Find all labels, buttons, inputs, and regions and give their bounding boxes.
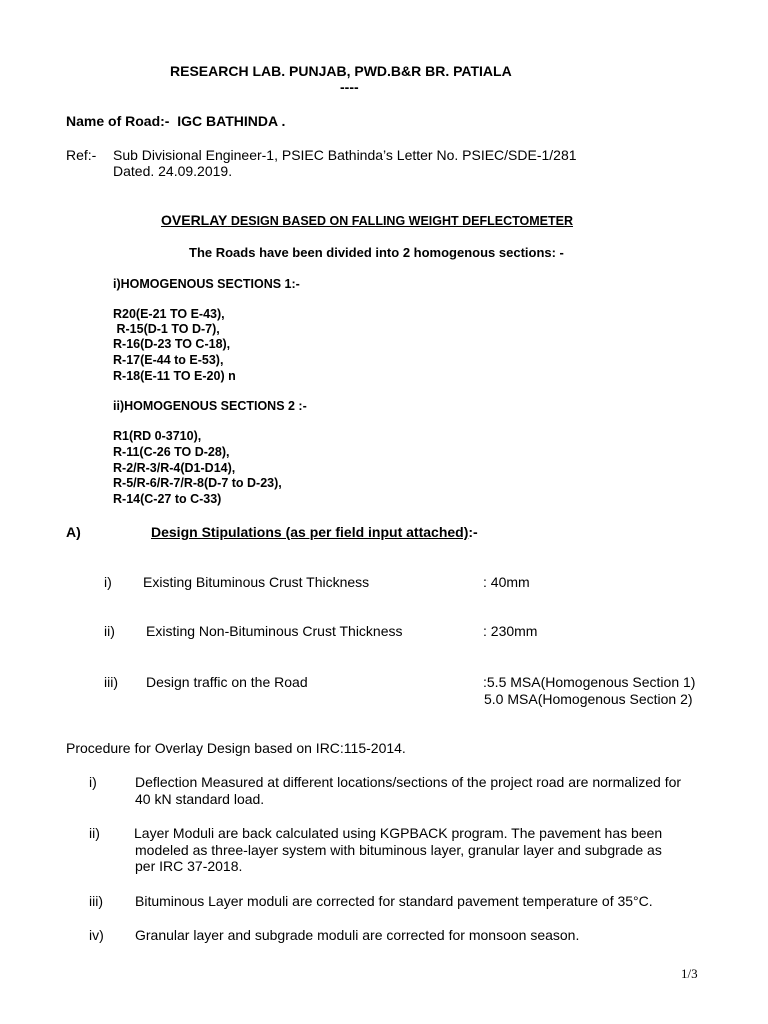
section-2-item: R-2/R-3/R-4(D1-D14),	[113, 461, 236, 475]
section-2-item: R-11(C-26 TO D-28),	[113, 445, 230, 459]
procedure-step-num: i)	[89, 774, 97, 790]
procedure-step-line: Bituminous Layer moduli are corrected for standard pavement temperature of 35°C.	[135, 893, 653, 909]
overlay-title-rest: DESIGN BASED ON FALLING WEIGHT DEFLECTOMETER	[227, 214, 574, 228]
section-2-item: R-14(C-27 to C-33)	[113, 492, 222, 506]
road-name-line	[66, 113, 285, 129]
design-row-value-2: 5.0 MSA(Homogenous Section 2)	[484, 691, 693, 707]
procedure-step-num: ii)	[89, 825, 100, 841]
procedure-step-line: Deflection Measured at different locations/sections of the project road are normalized for	[135, 774, 682, 790]
procedure-step-num: iii)	[89, 893, 103, 909]
road-name-label: Name of Road:-	[66, 113, 170, 129]
section-1-item: R-15(D-1 TO D-7),	[113, 322, 220, 336]
overlay-subtitle: The Roads have been divided into 2 homogenous sections: -	[189, 245, 564, 260]
section-2-item: R-5/R-6/R-7/R-8(D-7 to D-23),	[113, 476, 282, 490]
design-row-value: : 40mm	[483, 574, 530, 590]
section-1-item: R-18(E-11 TO E-20) n	[113, 369, 236, 383]
design-row-value: : 230mm	[483, 623, 538, 639]
procedure-step-num: iv)	[89, 927, 104, 943]
design-letter: A)	[66, 524, 81, 540]
procedure-step-line: Layer Moduli are back calculated using KGPBACK program. The pavement has been	[134, 825, 663, 841]
procedure-step-line: Granular layer and subgrade moduli are corrected for monsoon season.	[135, 927, 580, 943]
design-heading: Design Stipulations (as per field input attached)	[151, 524, 469, 540]
procedure-step-line: 40 kN standard load.	[135, 791, 265, 807]
design-row-num: iii)	[104, 674, 118, 690]
procedure-step-line: modeled as three-layer system with bituminous layer, granular layer and subgrade as	[135, 842, 662, 858]
design-row-label: Existing Bituminous Crust Thickness	[143, 574, 370, 590]
overlay-title	[161, 212, 573, 230]
design-heading-line	[151, 524, 478, 540]
section-2-item: R1(RD 0-3710),	[113, 429, 202, 443]
ref-line-1: Sub Divisional Engineer-1, PSIEC Bathinda’s Letter No. PSIEC/SDE-1/281	[113, 147, 577, 163]
ref-line-2: Dated. 24.09.2019.	[113, 163, 233, 179]
section-2-heading: ii)HOMOGENOUS SECTIONS 2 :-	[113, 399, 307, 413]
title-dashes: ----	[340, 79, 359, 95]
section-1-item: R-16(D-23 TO C-18),	[113, 337, 231, 351]
design-row-label: Design traffic on the Road	[146, 674, 308, 690]
design-row-num: ii)	[104, 623, 115, 639]
road-name-value: IGC BATHINDA .	[177, 113, 286, 129]
section-1-item: R20(E-21 TO E-43),	[113, 307, 225, 321]
overlay-title-big: OVERLAY	[161, 212, 228, 228]
page-number: 1/3	[681, 966, 698, 981]
design-heading-suffix: :-	[468, 524, 478, 540]
section-1-item: R-17(E-44 to E-53),	[113, 353, 224, 367]
design-row-label: Existing Non-Bituminous Crust Thickness	[146, 623, 403, 639]
procedure-intro: Procedure for Overlay Design based on IRC:115-2014.	[66, 740, 406, 756]
section-1-heading: i)HOMOGENOUS SECTIONS 1:-	[113, 277, 300, 291]
procedure-step-line: per IRC 37-2018.	[135, 858, 243, 874]
lab-title: RESEARCH LAB. PUNJAB, PWD.B&R BR. PATIALA	[170, 63, 512, 79]
design-row-num: i)	[104, 574, 112, 590]
design-row-value: :5.5 MSA(Homogenous Section 1)	[483, 674, 696, 690]
ref-label: Ref:-	[66, 147, 97, 163]
